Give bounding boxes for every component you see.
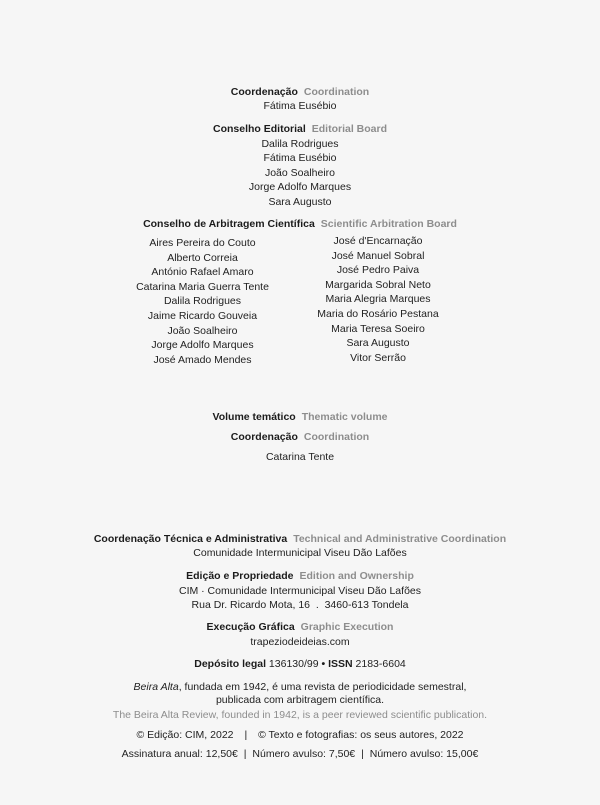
thematic-coordination-heading — [0, 430, 600, 444]
coordination-name: Fátima Eusébio — [263, 100, 337, 112]
legal-deposit-line — [0, 657, 600, 671]
copyright-line — [0, 728, 600, 742]
editorial-member: Jorge Adolfo Marques — [248, 181, 352, 193]
board-member: Maria do Rosário Pestana — [317, 307, 439, 320]
divider: | — [244, 729, 248, 741]
scientific-board-heading — [0, 217, 600, 231]
board-member: Margarida Sobral Neto — [325, 278, 431, 291]
thematic-volume-heading — [0, 410, 600, 424]
board-member: João Soalheiro — [167, 324, 238, 337]
price-single-1: Número avulso: 7,50€ — [252, 748, 356, 760]
board-member: Maria Teresa Soeiro — [331, 322, 425, 335]
technical-coordination-name: Comunidade Intermunicipal Viseu Dão Lafões — [193, 547, 407, 559]
graphic-execution-name: trapeziodeideias.com — [250, 635, 350, 648]
technical-coordination-label-en: Technical and Administrative Coordination — [293, 533, 507, 545]
board-member: Catarina Maria Guerra Tente — [136, 280, 269, 293]
graphic-label-en: Graphic Execution — [300, 621, 394, 633]
scientific-board-label-en: Scientific Arbitration Board — [320, 218, 457, 230]
edition-line-2: Rua Dr. Ricardo Mota, 16 . 3460-613 Tondela — [191, 599, 409, 611]
thematic-volume-label-en: Thematic volume — [301, 411, 388, 423]
description-pt-rest: , fundada em 1942, é uma revista de periodicidade semestral, — [178, 680, 467, 693]
board-member: Aires Pereira do Couto — [149, 237, 256, 249]
board-member: Jaime Ricardo Gouveia — [147, 309, 258, 322]
board-member: Maria Alegria Marques — [325, 293, 431, 306]
board-member: José Pedro Paiva — [336, 264, 420, 277]
graphic-label-pt: Execução Gráfica — [206, 621, 295, 633]
copyright-texts: © Texto e fotografias: os seus autores, 2022 — [258, 729, 464, 741]
board-member: António Rafael Amaro — [151, 266, 254, 279]
price-annual: Assinatura anual: 12,50€ — [121, 748, 238, 760]
graphic-execution-heading — [0, 620, 600, 634]
thematic-coordination-label-pt: Coordenação — [230, 431, 298, 443]
thematic-coordination-label-en: Coordination — [303, 431, 370, 443]
board-member: José d'Encarnação — [333, 235, 423, 247]
price-single-2: Número avulso: 15,00€ — [369, 748, 479, 760]
editorial-member: João Soalheiro — [264, 166, 336, 179]
scientific-board-left-column — [120, 236, 285, 367]
scientific-board-right-column — [298, 234, 458, 365]
deposit-value: 136130/99 — [268, 658, 319, 670]
thematic-coordination-name: Catarina Tente — [265, 451, 335, 463]
board-member: Jorge Adolfo Marques — [151, 339, 254, 352]
bullet: • — [321, 658, 326, 670]
technical-coordination-label-pt: Coordenação Técnica e Administrativa — [93, 533, 288, 545]
coordination-label-en: Coordination — [303, 86, 370, 98]
description-pt-line-2: publicada com arbitragem científica. — [215, 694, 385, 706]
editorial-board-heading — [0, 122, 600, 136]
editorial-member: Sara Augusto — [268, 195, 332, 208]
copyright-edition: © Edição: CIM, 2022 — [136, 729, 234, 741]
journal-title: Beira Alta — [133, 680, 179, 693]
edition-heading — [0, 569, 600, 583]
editorial-board-label-en: Editorial Board — [311, 123, 388, 135]
description-en: The Beira Alta Review, founded in 1942, is a peer reviewed scientific publication. — [112, 709, 488, 721]
coordination-label-pt: Coordenação — [230, 86, 298, 98]
coordination-heading — [0, 85, 600, 99]
issn-value: 2183-6604 — [355, 658, 406, 670]
edition-label-en: Edition and Ownership — [299, 570, 414, 582]
edition-label-pt: Edição e Propriedade — [186, 570, 294, 582]
description-pt-line-1 — [0, 680, 600, 694]
divider: | — [361, 748, 364, 760]
thematic-volume-label-pt: Volume temático — [212, 411, 296, 423]
board-member: Vitor Serrão — [350, 351, 406, 364]
editorial-board-label-pt: Conselho Editorial — [212, 123, 306, 135]
issn-label: ISSN — [328, 658, 353, 670]
deposit-label: Depósito legal — [194, 658, 266, 670]
technical-coordination-heading — [0, 532, 600, 546]
board-member: Dalila Rodrigues — [163, 295, 242, 308]
edition-line-1: CIM · Comunidade Intermunicipal Viseu Dão Lafões — [178, 584, 421, 597]
board-member: Alberto Correia — [167, 251, 238, 264]
divider: | — [243, 748, 247, 760]
board-member: Sara Augusto — [346, 337, 410, 350]
editorial-member: Fátima Eusébio — [263, 152, 337, 164]
board-member: José Manuel Sobral — [331, 249, 425, 262]
editorial-member: Dalila Rodrigues — [261, 137, 339, 150]
prices-line — [0, 747, 600, 761]
board-member: José Amado Mendes — [153, 353, 252, 366]
scientific-board-label-pt: Conselho de Arbitragem Científica — [143, 218, 315, 230]
